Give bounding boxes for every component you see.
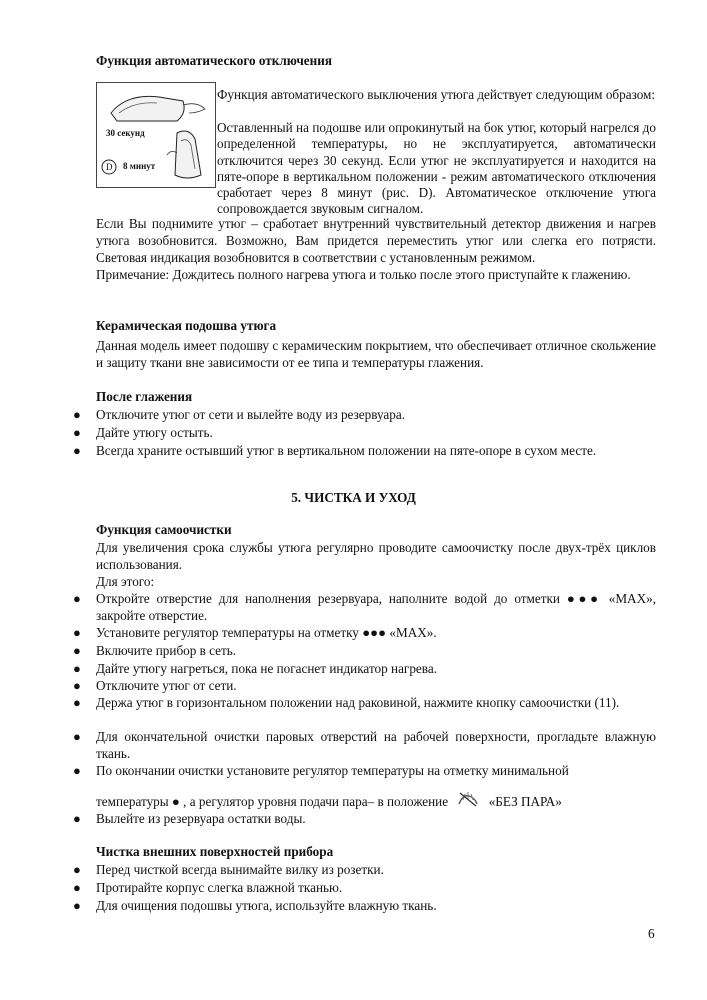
list-item [73, 879, 656, 896]
bullet-icon: ● [73, 763, 81, 778]
list-item [73, 728, 656, 762]
bullet-icon: ● [73, 425, 81, 440]
figure-letter: D [106, 162, 113, 172]
list-item-text: Включите прибор в сеть. [96, 643, 237, 658]
list-item-text: Дайте утюгу остыть. [96, 425, 213, 440]
no-steam-icon [455, 790, 481, 808]
bullet-icon: ● [73, 880, 81, 895]
list-item [73, 624, 656, 641]
list-item-text: «БЕЗ ПАРА» [488, 794, 562, 809]
list-item [73, 677, 656, 694]
list-item-text: Держа утюг в горизонтальном положении над раковиной, нажмите кнопку самоочистки (11). [96, 695, 620, 710]
list-item [73, 442, 656, 459]
list-item [73, 660, 656, 677]
bullet-icon: ● [73, 898, 81, 913]
label-8-minutes: 8 минут [123, 161, 156, 171]
selfclean-intro: Для увеличения срока службы утюга регулярно проводите самоочистку после двух-трёх циклов использования. [96, 540, 656, 572]
list-item-text: Для очищения подошвы утюга, используйте влажную ткань. [96, 898, 437, 913]
list-item [73, 406, 656, 423]
bullet-icon: ● [73, 678, 81, 693]
auto-off-para-2: Оставленный на подошве или опрокинутый на бок утюг, который нагрелся до определенной температуры, но не эксплуатируется, автоматически отключится через 30 секунд. Если утюг не эксплуатируется и находится на пяте-опоре в вертикальном положении - режим автоматического отключения сработает через 8 минут (рис. D). Автоматическое отключение утюга сопровождается звуковым сигналом. [217, 120, 656, 217]
list-item-text: температуры ● , а регулятор уровня подачи пара– в положение [96, 794, 449, 809]
bullet-icon: ● [73, 811, 81, 826]
selfclean-for-this: Для этого: [96, 574, 155, 589]
list-item [73, 861, 656, 878]
bullet-icon: ● [73, 729, 81, 744]
bullet-icon: ● [73, 643, 81, 658]
list-item [73, 590, 656, 624]
list-item-text: Всегда храните остывший утюг в вертикальном положении на пяте-опоре в сухом месте. [96, 443, 597, 458]
list-item [73, 642, 656, 659]
auto-off-figure [96, 82, 216, 188]
list-item-text: Отключите утюг от сети. [96, 678, 237, 693]
auto-off-para-1: Функция автоматического выключения утюга действует следующим образом: [217, 87, 656, 102]
section-title: 5. ЧИСТКА И УХОД [291, 490, 416, 505]
list-item-text: Откройте отверстие для наполнения резервуара, наполните водой до отметки ●●● «MAX», закройте отверстие. [96, 591, 656, 623]
bullet-icon: ● [73, 407, 81, 422]
ceramic-heading: Керамическая подошва утюга [96, 318, 277, 333]
label-30-seconds: 30 секунд [106, 128, 145, 138]
after-heading: После глажения [96, 389, 193, 404]
auto-off-note: Примечание: Дождитесь полного нагрева утюга и только после этого приступайте к глажению. [96, 267, 631, 282]
list-item [73, 897, 656, 914]
bullet-icon: ● [73, 443, 81, 458]
exterior-heading: Чистка внешних поверхностей прибора [96, 844, 334, 859]
list-item-text: Для окончательной очистки паровых отверстий на рабочей поверхности, прогладьте влажную ткань. [96, 729, 656, 761]
page-number: 6 [648, 926, 655, 941]
selfclean-heading: Функция самоочистки [96, 522, 232, 537]
list-item-text: Перед чисткой всегда вынимайте вилку из розетки. [96, 862, 384, 877]
list-item-text: Установите регулятор температуры на отметку ●●● «MAX». [96, 625, 437, 640]
list-item [73, 810, 656, 827]
ceramic-text: Данная модель имеет подошву с керамическим покрытием, что обеспечивает отличное скольжение и защиту ткани вне зависимости от ее типа и температуры глажения. [96, 338, 656, 370]
list-item [73, 424, 656, 441]
bullet-icon: ● [73, 695, 81, 710]
list-item-continuation [96, 790, 656, 812]
auto-off-para-3: Если Вы поднимите утюг – сработает внутренний чувствительный детектор движения и нагрев утюга возобновится. Возможно, Вам придется переместить утюг или слегка его потрясти. Световая индикация возобновится в соответствии с установленным режимом. [96, 216, 656, 265]
list-item-text: Отключите утюг от сети и вылейте воду из резервуара. [96, 407, 406, 422]
bullet-icon: ● [73, 625, 81, 640]
list-item-text: Протирайте корпус слегка влажной тканью. [96, 880, 343, 895]
list-item [73, 762, 656, 779]
list-item-text: Дайте утюгу нагреться, пока не погаснет индикатор нагрева. [96, 661, 437, 676]
list-item-text: По окончании очистки установите регулятор температуры на отметку минимальной [96, 763, 569, 778]
bullet-icon: ● [73, 661, 81, 676]
bullet-icon: ● [73, 862, 81, 877]
list-item-text: Вылейте из резервуара остатки воды. [96, 811, 306, 826]
auto-off-heading: Функция автоматического отключения [96, 53, 332, 68]
bullet-icon: ● [73, 591, 81, 606]
list-item [73, 694, 656, 711]
